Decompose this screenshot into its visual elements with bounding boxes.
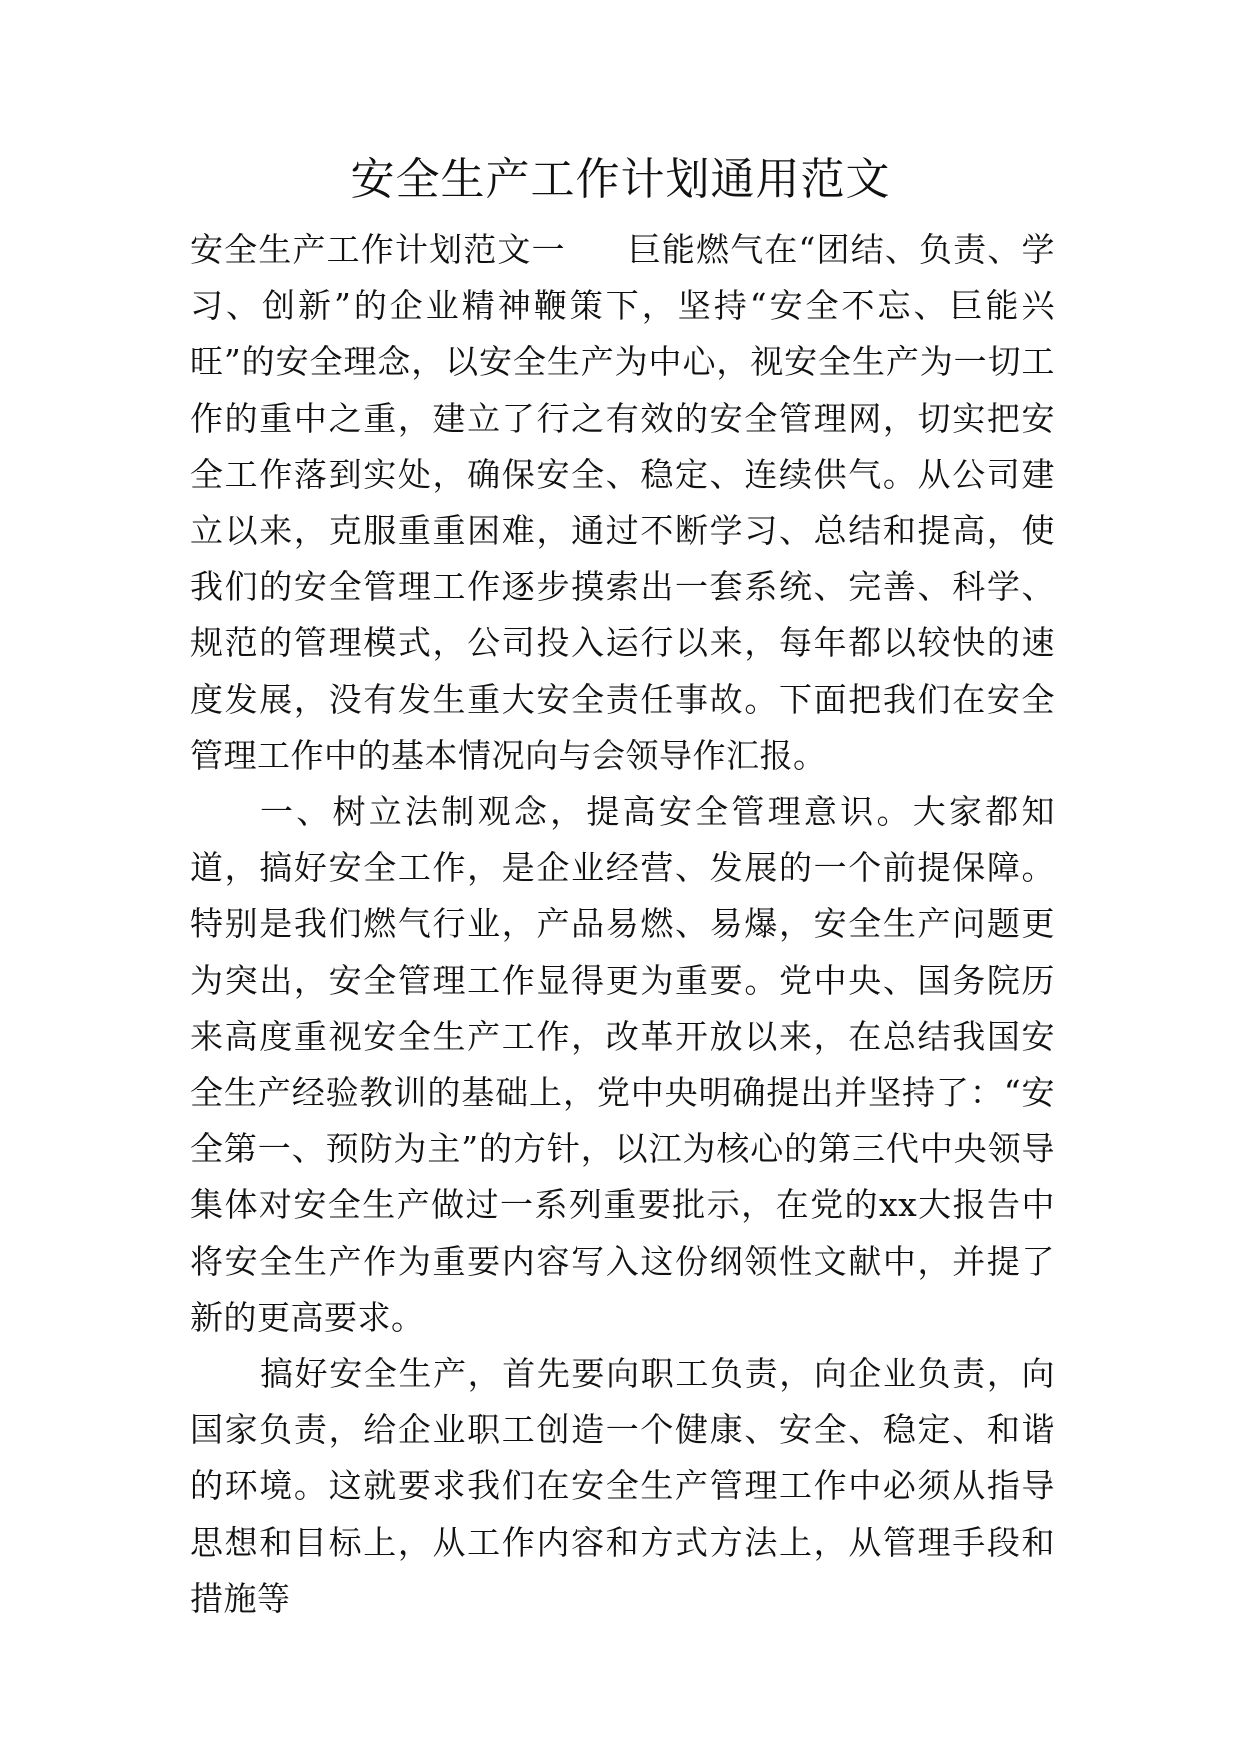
document-title: 安全生产工作计划通用范文 bbox=[350, 154, 891, 205]
paragraph-1-text: 巨能燃气在“团结、负责、学习、创新”的企业精神鞭策下，坚持“安全不忘、巨能兴旺”的安全理念，以安全生产为中心，视安全生产为一切工作的重中之重，建立了行之有效的安全管理网，切实把安全工作落到实处，确保安全、稳定、连续供气。从公司建立以来，克服重重困难，通过不断学习、总结和提高，使我们的安全管理工作逐步摸索出一套系统、完善、科学、规范的管理模式，公司投入运行以来，每年都以较快的速度发展，没有发生重大安全责任事故。下面把我们在安全管理工作中的基本情况向与会领导作汇报。 bbox=[190, 230, 1055, 775]
section-heading: 安全生产工作计划范文一 bbox=[190, 230, 566, 269]
paragraph-2: 一、树立法制观念，提高安全管理意识。大家都知道，搞好安全工作，是企业经营、发展的一个前提保障。特别是我们燃气行业，产品易燃、易爆，安全生产问题更为突出，安全管理工作显得更为重要。党中央、国务院历来高度重视安全生产工作，改革开放以来，在总结我国安全生产经验教训的基础上，党中央明确提出并坚持了：“安全第一、预防为主”的方针，以江为核心的第三代中央领导集体对安全生产做过一系列重要批示，在党的xx大报告中将安全生产作为重要内容写入这份纲领性文献中，并提了新的更高要求。 bbox=[190, 792, 1055, 1337]
document-body bbox=[190, 222, 1055, 1627]
paragraph-1 bbox=[190, 222, 1055, 784]
paragraph-3: 搞好安全生产，首先要向职工负责，向企业负责，向国家负责，给企业职工创造一个健康、安全、稳定、和谐的环境。这就要求我们在安全生产管理工作中必须从指导思想和目标上，从工作内容和方式方法上，从管理手段和措施等 bbox=[190, 1354, 1055, 1618]
